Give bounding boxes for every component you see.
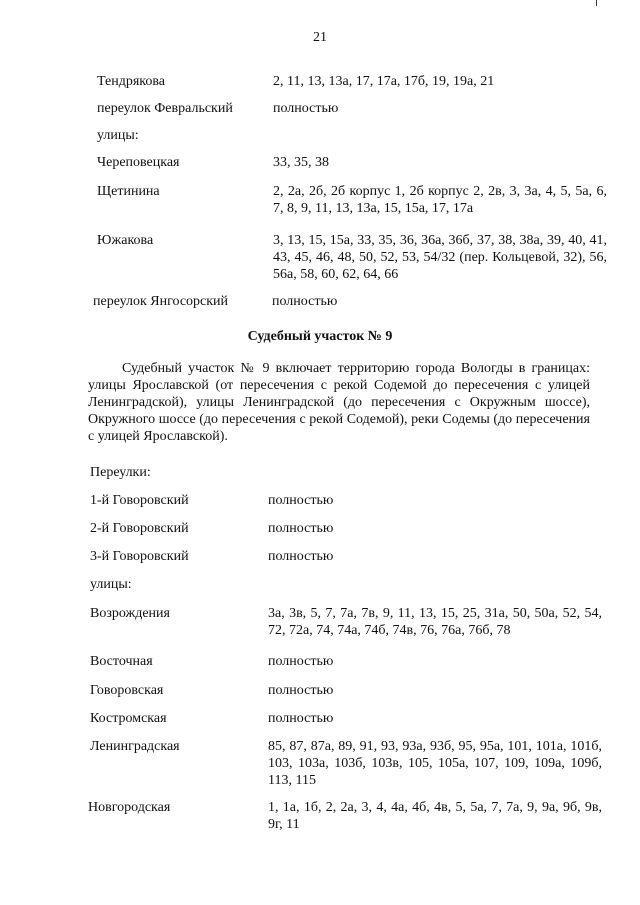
street-name: переулок Янгосорский xyxy=(93,294,229,309)
house-numbers: 1, 1а, 1б, 2, 2а, 3, 4, 4а, 4б, 4в, 5, 5а, 7, 7а, 9, 9а, 9б, 9в, 9г, 11 xyxy=(268,800,602,832)
house-numbers: 33, 35, 38 xyxy=(273,155,329,170)
house-numbers: 2, 11, 13, 13а, 17, 17а, 17б, 19, 19а, 21 xyxy=(273,74,495,89)
street-name: Щетинина xyxy=(97,184,160,199)
street-name: Тендрякова xyxy=(97,74,166,89)
corner-mark xyxy=(596,0,597,6)
house-numbers: полностью xyxy=(268,493,334,508)
streets-label: улицы: xyxy=(90,577,132,592)
house-numbers: полностью xyxy=(272,294,338,309)
description-text: Судебный участок № 9 включает территорию города Вологды в границах: улицы Ярославской (от пересечения с рекой Содемой до пересечения с улицей Ленинградской), улицы Ленинградской (до пересечения с Окружным шоссе), Окружного шоссе (до пересечения с рекой Содемой), реки Содемы (до пересечения с улицей Ярославской). xyxy=(88,361,590,444)
house-numbers: полностью xyxy=(268,683,334,698)
street-name: Говоровская xyxy=(90,683,164,698)
house-numbers: полностью xyxy=(268,521,334,536)
lane-name: 3-й Говоровский xyxy=(90,549,189,564)
section-description xyxy=(88,360,590,445)
house-numbers: 3, 13, 15, 15а, 33, 35, 36, 36а, 36б, 37, 38, 38а, 39, 40, 41, 43, 45, 46, 48, 50, 52, 53, 54/32 (пер. Кольцевой, 32), 56, 56а, 58, 60, 62, 64, 66 xyxy=(273,233,607,282)
house-numbers: 3а, 3в, 5, 7, 7а, 7в, 9, 11, 13, 15, 25, 31а, 50, 50а, 52, 54, 72, 72а, 74, 74а, 74б, 74в, 76, 76а, 76б, 78 xyxy=(268,606,602,638)
house-numbers: 85, 87, 87а, 89, 91, 93, 93а, 93б, 95, 95а, 101, 101а, 101б, 103, 103а, 103б, 103в, 105, 105а, 107, 109, 109а, 109б, 113, 115 xyxy=(268,739,602,788)
street-name: Южакова xyxy=(97,233,154,248)
street-name: переулок Февральский xyxy=(97,101,233,116)
lane-name: 1-й Говоровский xyxy=(90,493,189,508)
lane-name: 2-й Говоровский xyxy=(90,521,189,536)
street-name: Возрождения xyxy=(90,606,170,621)
section-heading: Судебный участок № 9 xyxy=(247,329,393,344)
page-number: 21 xyxy=(313,30,327,45)
street-name: Новгородская xyxy=(88,800,171,815)
street-name: Ленинградская xyxy=(90,739,180,754)
house-numbers: полностью xyxy=(268,549,334,564)
house-numbers: полностью xyxy=(268,711,334,726)
streets-label: улицы: xyxy=(97,128,139,143)
house-numbers: полностью xyxy=(273,101,339,116)
house-numbers: полностью xyxy=(268,654,334,669)
street-name: Костромская xyxy=(90,711,167,726)
street-name: Череповецкая xyxy=(97,155,180,170)
house-numbers: 2, 2а, 2б, 2б корпус 1, 2б корпус 2, 2в, 3, 3а, 4, 5, 5а, 6, 7, 8, 9, 11, 13, 13а, 15, 15а, 17, 17а xyxy=(273,184,607,216)
street-name: Восточная xyxy=(90,654,153,669)
lanes-label: Переулки: xyxy=(90,465,151,480)
